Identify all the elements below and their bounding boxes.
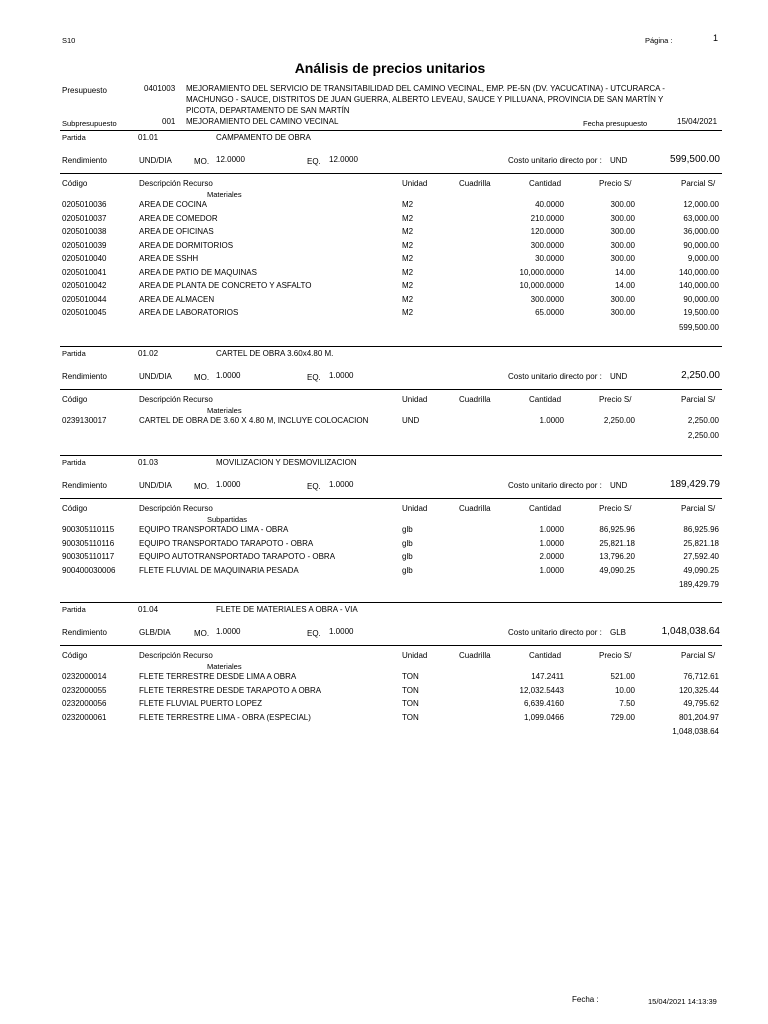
rendimiento-label: Rendimiento [62, 156, 107, 165]
col-precio: Precio S/ [599, 651, 632, 660]
resource-price: 300.00 [610, 200, 635, 209]
resource-qty: 12,032.5443 [519, 685, 564, 695]
rendimiento-unit: UND/DIA [139, 156, 172, 165]
header-rule [60, 498, 722, 499]
resource-desc: AREA DE PATIO DE MAQUINAS [139, 267, 257, 277]
resource-qty: 10,000.0000 [519, 267, 564, 277]
resource-qty: 1,099.0466 [523, 712, 564, 722]
partida-name: FLETE DE MATERIALES A OBRA - VIA [216, 605, 358, 614]
eq-value: 1.0000 [329, 480, 354, 489]
partida-code: 01.01 [138, 133, 159, 142]
partida-label: Partida [62, 605, 86, 614]
resource-desc: AREA DE COCINA [139, 200, 208, 209]
rendimiento-label: Rendimiento [62, 628, 107, 637]
col-cantidad: Cantidad [529, 504, 562, 513]
costo-label: Costo unitario directo por : [508, 481, 602, 490]
resource-price: 300.00 [610, 308, 635, 317]
resource-code: 0205010036 [62, 200, 107, 209]
resource-qty: 40.0000 [535, 200, 564, 209]
resource-unit: glb [402, 565, 413, 575]
costo-value: 599,500.00 [669, 154, 720, 165]
resource-code: 0205010040 [62, 254, 107, 263]
subpresupuesto-code: 001 [162, 117, 176, 126]
rendimiento-unit: GLB/DIA [139, 628, 171, 637]
col-parcial: Parcial S/ [681, 651, 716, 660]
resource-parcial: 140,000.00 [678, 267, 719, 277]
resource-desc: FLETE TERRESTRE LIMA - OBRA (ESPECIAL) [139, 712, 311, 722]
resource-price: 25,821.18 [599, 538, 635, 548]
eq-value: 12.0000 [329, 155, 358, 164]
page-label: Página : [645, 36, 673, 45]
resource-unit: M2 [402, 200, 414, 209]
resource-desc: AREA DE PLANTA DE CONCRETO Y ASFALTO [139, 281, 312, 290]
resource-qty: 210.0000 [530, 213, 564, 223]
resource-price: 729.00 [610, 712, 635, 722]
resource-parcial: 90,000.00 [683, 294, 719, 304]
col-codigo: Código [62, 504, 88, 513]
resource-price: 14.00 [614, 267, 635, 277]
rendimiento-label: Rendimiento [62, 372, 107, 381]
resource-desc: EQUIPO AUTOTRANSPORTADO TARAPOTO - OBRA [139, 552, 336, 561]
resource-price: 300.00 [610, 240, 635, 250]
costo-unit: UND [610, 481, 628, 490]
fecha-presupuesto-label: Fecha presupuesto [583, 119, 648, 128]
partida-total: 1,048,038.64 [672, 727, 719, 736]
resource-unit: M2 [402, 227, 414, 236]
presupuesto-label: Presupuesto [62, 86, 107, 95]
resource-code: 0205010037 [62, 213, 107, 223]
resource-unit: M2 [402, 308, 414, 317]
resource-parcial: 120,325.44 [678, 685, 719, 695]
col-cantidad: Cantidad [529, 179, 562, 188]
resource-parcial: 90,000.00 [683, 240, 719, 250]
resource-desc: AREA DE SSHH [139, 254, 199, 263]
partida-name: CAMPAMENTO DE OBRA [216, 133, 311, 142]
eq-label: EQ. [307, 157, 321, 166]
partida-total: 2,250.00 [687, 430, 719, 440]
resource-desc: AREA DE DORMITORIOS [139, 240, 234, 250]
col-descripcion: Descripción Recurso [139, 179, 213, 188]
fecha-presupuesto-value: 15/04/2021 [677, 117, 718, 126]
eq-label: EQ. [307, 482, 321, 491]
resource-code: 0205010038 [62, 227, 107, 236]
costo-value: 2,250.00 [681, 370, 720, 381]
page-number: 1 [713, 33, 719, 43]
resource-price: 49,090.25 [599, 565, 635, 575]
resource-parcial: 49,090.25 [683, 565, 719, 575]
col-unidad: Unidad [402, 395, 428, 404]
resource-unit: TON [402, 699, 419, 708]
resource-unit: M2 [402, 240, 414, 250]
resource-desc: AREA DE ALMACEN [139, 294, 215, 304]
col-descripcion: Descripción Recurso [139, 395, 213, 404]
resource-code: 0232000014 [62, 672, 107, 681]
resource-qty: 1.0000 [539, 416, 564, 425]
resource-code: 900305110115 [62, 525, 115, 534]
resource-row [0, 686, 768, 699]
resource-desc: AREA DE COMEDOR [139, 213, 218, 223]
resource-price: 13,796.20 [599, 552, 635, 561]
subpresupuesto-label: Subpresupuesto [62, 119, 117, 128]
subpresupuesto-desc: MEJORAMIENTO DEL CAMINO VECINAL [186, 117, 339, 126]
resource-parcial: 76,712.61 [683, 672, 719, 681]
group-label: Subpartidas [207, 515, 248, 524]
resource-row [0, 200, 768, 213]
resource-row [0, 416, 768, 429]
resource-qty: 300.0000 [530, 240, 564, 250]
costo-unit: UND [610, 156, 628, 165]
resource-price: 86,925.96 [599, 525, 635, 534]
resource-price: 10.00 [614, 685, 635, 695]
costo-value: 189,429.79 [669, 479, 720, 490]
mo-label: MO. [194, 157, 210, 166]
resource-qty: 300.0000 [530, 294, 564, 304]
partida-top-rule [60, 130, 722, 131]
partida-label: Partida [62, 133, 86, 142]
rendimiento-unit: UND/DIA [139, 372, 172, 381]
resource-price: 300.00 [610, 294, 635, 304]
resource-unit: M2 [402, 254, 414, 263]
resource-qty: 30.0000 [535, 254, 564, 263]
group-label: Materiales [207, 662, 242, 671]
partida-code: 01.04 [138, 605, 159, 614]
col-parcial: Parcial S/ [681, 395, 716, 404]
costo-label: Costo unitario directo por : [508, 156, 602, 165]
resource-desc: FLETE FLUVIAL PUERTO LOPEZ [139, 699, 262, 708]
resource-parcial: 9,000.00 [687, 254, 719, 263]
partida-code: 01.02 [138, 349, 159, 358]
resource-code: 0232000061 [62, 712, 107, 722]
resource-code: 0205010041 [62, 267, 107, 277]
col-cuadrilla: Cuadrilla [459, 395, 491, 404]
resource-parcial: 801,204.97 [678, 712, 719, 722]
resource-unit: glb [402, 552, 413, 561]
col-parcial: Parcial S/ [681, 504, 716, 513]
col-descripcion: Descripción Recurso [139, 504, 213, 513]
col-cantidad: Cantidad [529, 651, 562, 660]
resource-price: 7.50 [619, 699, 635, 708]
resource-unit: M2 [402, 281, 414, 290]
rendimiento-unit: UND/DIA [139, 481, 172, 490]
col-unidad: Unidad [402, 504, 428, 513]
resource-code: 0239130017 [62, 416, 107, 425]
mo-label: MO. [194, 373, 210, 382]
col-codigo: Código [62, 651, 88, 660]
resource-parcial: 140,000.00 [678, 281, 719, 290]
partida-total: 189,429.79 [678, 580, 719, 589]
resource-row [0, 566, 768, 579]
mo-value: 1.0000 [216, 371, 241, 380]
resource-row [0, 699, 768, 712]
resource-desc: EQUIPO TRANSPORTADO TARAPOTO - OBRA [139, 538, 314, 548]
resource-row [0, 552, 768, 565]
resource-price: 2,250.00 [603, 416, 635, 425]
resource-row [0, 713, 768, 726]
eq-value: 1.0000 [329, 371, 354, 380]
resource-unit: M2 [402, 213, 414, 223]
resource-code: 900305110117 [62, 552, 115, 561]
presupuesto-desc-line3: PICOTA, DEPARTAMENTO DE SAN MARTÍN [186, 106, 350, 115]
partida-top-rule [60, 346, 722, 347]
resource-unit: TON [402, 685, 419, 695]
resource-parcial: 63,000.00 [683, 213, 719, 223]
resource-parcial: 25,821.18 [683, 538, 719, 548]
resource-row [0, 539, 768, 552]
resource-desc: FLETE TERRESTRE DESDE LIMA A OBRA [139, 672, 297, 681]
col-codigo: Código [62, 179, 88, 188]
system-label: S10 [62, 36, 76, 45]
presupuesto-desc-line2: MACHUNGO - SAUCE, DISTRITOS DE JUAN GUERRA, ALBERTO LEVEAU, SAUCE Y PILLUANA, PROVINCIA DE SAN MARTÍN Y [186, 95, 664, 104]
col-cuadrilla: Cuadrilla [459, 179, 491, 188]
resource-parcial: 27,592.40 [683, 552, 719, 561]
resource-row [0, 227, 768, 240]
mo-value: 12.0000 [216, 155, 245, 164]
col-precio: Precio S/ [599, 179, 632, 188]
resource-unit: TON [402, 672, 419, 681]
resource-qty: 65.0000 [535, 308, 564, 317]
resource-qty: 120.0000 [530, 227, 564, 236]
mo-label: MO. [194, 482, 210, 491]
partida-label: Partida [62, 349, 86, 358]
resource-unit: M2 [402, 294, 414, 304]
header-rule [60, 645, 722, 646]
resource-unit: glb [402, 525, 413, 534]
resource-row [0, 214, 768, 227]
mo-label: MO. [194, 629, 210, 638]
resource-code: 0205010039 [62, 240, 107, 250]
resource-qty: 147.2411 [531, 672, 564, 681]
partida-code: 01.03 [138, 458, 159, 467]
resource-parcial: 86,925.96 [683, 525, 719, 534]
resource-row [0, 308, 768, 321]
presupuesto-code: 0401003 [144, 84, 176, 93]
costo-label: Costo unitario directo por : [508, 628, 602, 637]
col-cuadrilla: Cuadrilla [459, 651, 491, 660]
header-rule [60, 173, 722, 174]
col-codigo: Código [62, 395, 88, 404]
resource-parcial: 19,500.00 [683, 308, 719, 317]
resource-code: 0205010045 [62, 308, 107, 317]
resource-code: 0205010042 [62, 281, 107, 290]
costo-value: 1,048,038.64 [661, 626, 720, 637]
page-title: Análisis de precios unitarios [294, 60, 486, 76]
partida-total: 599,500.00 [678, 322, 719, 332]
col-unidad: Unidad [402, 179, 428, 188]
resource-code: 900400030006 [62, 565, 116, 575]
col-descripcion: Descripción Recurso [139, 651, 213, 660]
resource-code: 0232000056 [62, 699, 107, 708]
col-unidad: Unidad [402, 651, 428, 660]
resource-parcial: 2,250.00 [687, 416, 719, 425]
resource-price: 300.00 [610, 254, 635, 263]
resource-unit: UND [402, 416, 420, 425]
resource-desc: FLETE TERRESTRE DESDE TARAPOTO A OBRA [139, 685, 322, 695]
col-precio: Precio S/ [599, 395, 632, 404]
resource-code: 0232000055 [62, 685, 107, 695]
header-rule [60, 389, 722, 390]
resource-qty: 2.0000 [539, 552, 564, 561]
rendimiento-label: Rendimiento [62, 481, 107, 490]
eq-value: 1.0000 [329, 627, 354, 636]
resource-qty: 6,639.4160 [523, 699, 564, 708]
partida-top-rule [60, 602, 722, 603]
resource-qty: 1.0000 [539, 565, 564, 575]
group-label: Materiales [207, 406, 242, 415]
resource-qty: 1.0000 [539, 525, 564, 534]
presupuesto-desc-line1: MEJORAMIENTO DEL SERVICIO DE TRANSITABILIDAD DEL CAMINO VECINAL, EMP. PE-5N (DV. YACUCATINA) - UTCURARCA - [186, 84, 665, 93]
resource-unit: glb [402, 538, 413, 548]
resource-row [0, 295, 768, 308]
partida-top-rule [60, 455, 722, 456]
resource-desc: AREA DE LABORATORIOS [139, 308, 239, 317]
resource-code: 0205010044 [62, 294, 107, 304]
resource-qty: 10,000.0000 [519, 281, 564, 290]
resource-desc: FLETE FLUVIAL DE MAQUINARIA PESADA [139, 565, 299, 575]
mo-value: 1.0000 [216, 627, 241, 636]
resource-row [0, 281, 768, 294]
resource-unit: TON [402, 712, 419, 722]
col-cantidad: Cantidad [529, 395, 562, 404]
resource-parcial: 36,000.00 [683, 227, 719, 236]
resource-code: 900305110116 [62, 538, 115, 548]
resource-price: 300.00 [610, 213, 635, 223]
resource-row [0, 254, 768, 267]
footer-fecha-value: 15/04/2021 14:13:39 [648, 997, 717, 1006]
col-cuadrilla: Cuadrilla [459, 504, 491, 513]
resource-unit: M2 [402, 267, 414, 277]
resource-parcial: 49,795.62 [683, 699, 719, 708]
resource-row [0, 672, 768, 685]
footer-fecha-label: Fecha : [572, 995, 599, 1004]
col-precio: Precio S/ [599, 504, 632, 513]
partida-label: Partida [62, 458, 86, 467]
costo-label: Costo unitario directo por : [508, 372, 602, 381]
costo-unit: GLB [610, 628, 627, 637]
group-label: Materiales [207, 190, 242, 199]
resource-row [0, 268, 768, 281]
resource-row [0, 241, 768, 254]
col-parcial: Parcial S/ [681, 179, 716, 188]
eq-label: EQ. [307, 629, 321, 638]
resource-parcial: 12,000.00 [683, 200, 719, 209]
partida-name: CARTEL DE OBRA 3.60x4.80 M. [216, 349, 334, 358]
partida-name: MOVILIZACION Y DESMOVILIZACION [216, 458, 357, 467]
costo-unit: UND [610, 372, 628, 381]
resource-price: 521.00 [610, 672, 635, 681]
resource-row [0, 525, 768, 538]
resource-desc: AREA DE OFICINAS [139, 227, 214, 236]
resource-qty: 1.0000 [539, 538, 564, 548]
resource-price: 300.00 [610, 227, 635, 236]
resource-desc: EQUIPO TRANSPORTADO LIMA - OBRA [139, 525, 289, 534]
mo-value: 1.0000 [216, 480, 241, 489]
resource-price: 14.00 [614, 281, 635, 290]
resource-desc: CARTEL DE OBRA DE 3.60 X 4.80 M, INCLUYE COLOCACION [139, 416, 369, 425]
eq-label: EQ. [307, 373, 321, 382]
